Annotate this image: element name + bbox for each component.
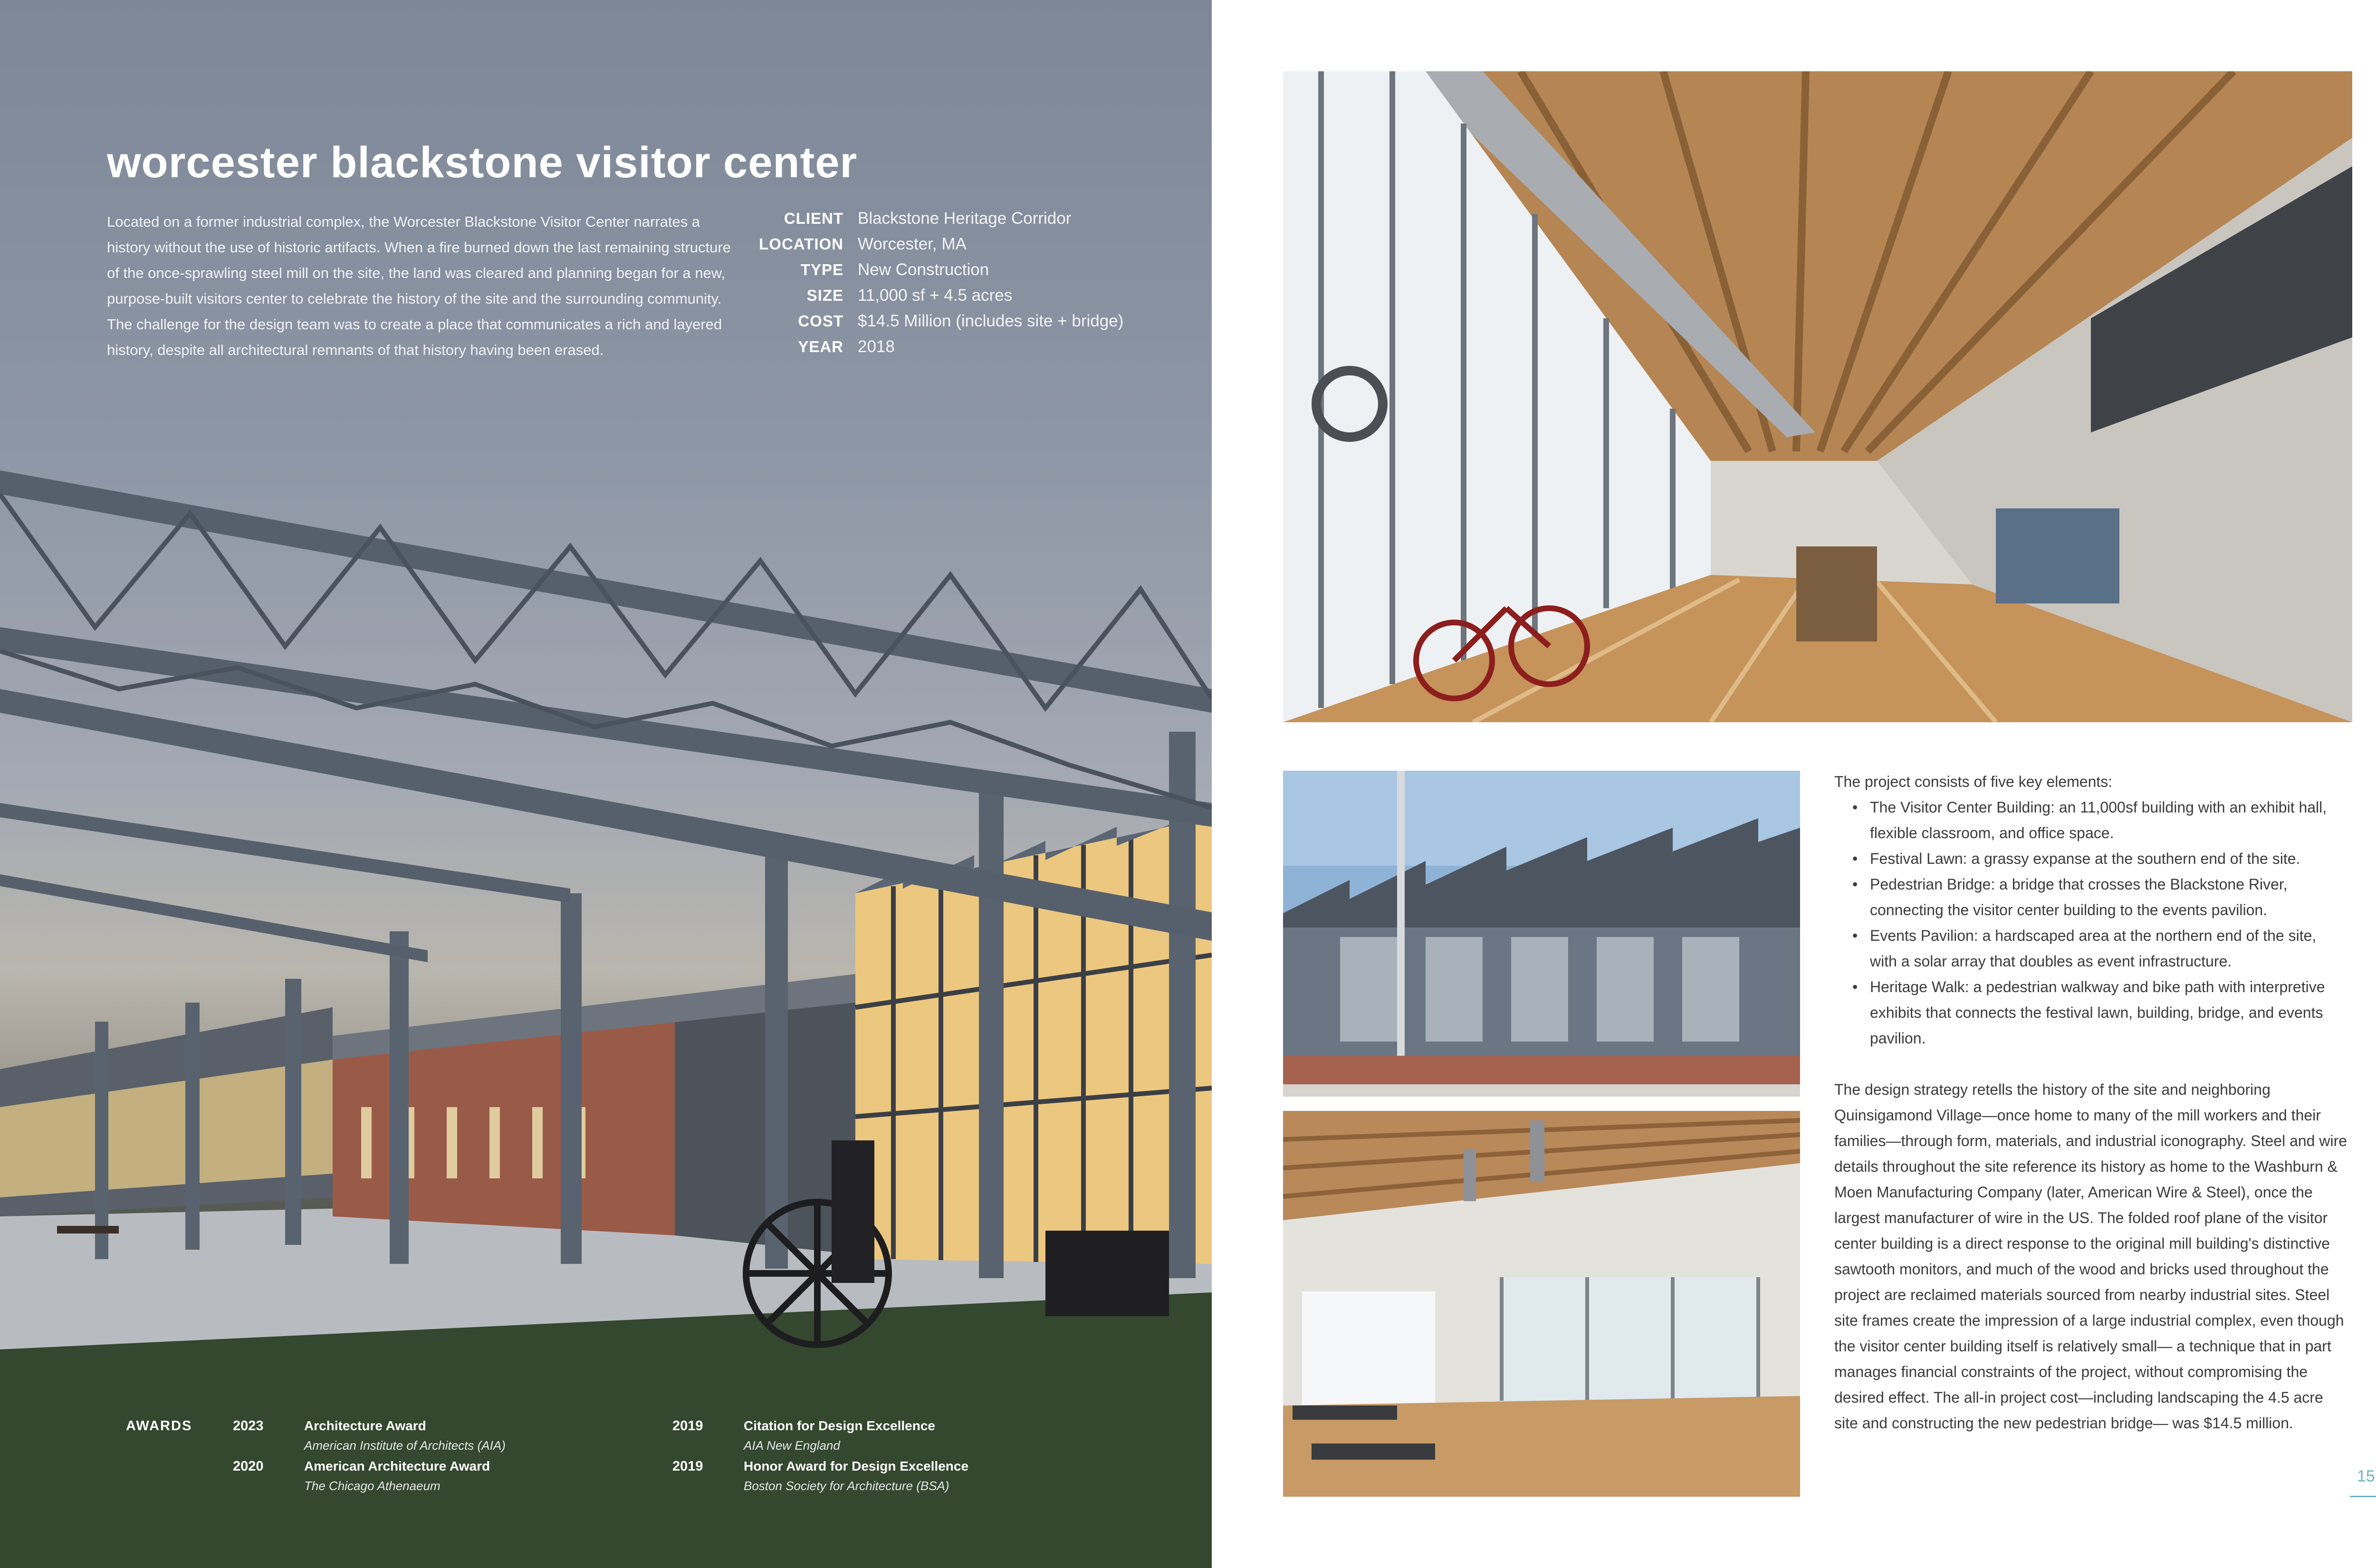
- award-year: 2019: [672, 1459, 703, 1474]
- list-item-text: Festival Lawn: a grassy expanse at the southern end of the site.: [1870, 850, 2300, 867]
- fact-value: Worcester, MA: [858, 235, 967, 253]
- fact-value: 2018: [858, 337, 895, 356]
- bullet-icon: •: [1852, 927, 1858, 944]
- fact-value: $14.5 Million (includes site + bridge): [858, 312, 1124, 330]
- award-org: AIA New England: [744, 1438, 840, 1453]
- list-item: [1834, 794, 2347, 846]
- award-name: Citation for Design Excellence: [744, 1418, 935, 1433]
- page-number: 15: [2357, 1467, 2375, 1485]
- fact-label: LOCATION: [759, 235, 843, 253]
- fact-row-cost: [741, 312, 1123, 337]
- award-year: 2019: [672, 1418, 703, 1434]
- bullet-icon: •: [1852, 850, 1858, 867]
- fact-value: Blackstone Heritage Corridor: [858, 209, 1072, 228]
- fact-row-year: [741, 337, 1123, 363]
- interior-hall-photo: [1283, 71, 2352, 722]
- bullet-icon: •: [1852, 978, 1858, 995]
- award-name: Honor Award for Design Excellence: [744, 1459, 969, 1473]
- fact-label: COST: [798, 312, 843, 330]
- award-org: The Chicago Athenaeum: [304, 1479, 441, 1493]
- bullet-icon: •: [1852, 876, 1858, 893]
- list-item-text: Events Pavilion: a hardscaped area at the northern end of the site, with a solar array that doubles as event infrastructure.: [1870, 927, 2317, 970]
- fact-label: YEAR: [798, 338, 843, 355]
- fact-label: TYPE: [800, 261, 843, 278]
- list-item: [1834, 871, 2347, 923]
- fact-value: 11,000 sf + 4.5 acres: [858, 286, 1013, 305]
- award-name: American Architecture Award: [304, 1459, 490, 1473]
- award-year: 2020: [233, 1459, 264, 1474]
- award-org: Boston Society for Architecture (BSA): [744, 1479, 949, 1493]
- fact-row-type: [741, 260, 1123, 286]
- fact-value: New Construction: [858, 260, 989, 279]
- fact-row-location: [741, 235, 1123, 260]
- list-item-text: Pedestrian Bridge: a bridge that crosses the Blackstone River, connecting the visitor center building to the events pavilion.: [1870, 876, 2288, 918]
- list-item-text: The Visitor Center Building: an 11,000sf building with an exhibit hall, flexible classroom, and office space.: [1870, 799, 2327, 841]
- bullet-icon: •: [1852, 799, 1858, 816]
- list-item-text: Heritage Walk: a pedestrian walkway and bike path with interpretive exhibits that connects the festival lawn, building, bridge, and events pavilion.: [1870, 978, 2325, 1047]
- list-item: [1834, 846, 2347, 871]
- exhibit-hall-photo: [1283, 1111, 1800, 1497]
- page-title: worcester blackstone visitor center: [107, 138, 858, 187]
- design-strategy-paragraph: The design strategy retells the history of the site and neighboring Quinsigamond Village—once home to many of the mill workers and their families—through form, materials, and industrial iconography. Steel and wire details throughout the site reference its history as home to the Washburn & Moen Manufacturing Company (later, American Wire & Steel), once the largest manufacturer of wire in the US. The folded roof plane of the visitor center building is a direct response to the original mill building's distinctive sawtooth monitors, and much of the wood and bricks used throughout the project are reclaimed materials sourced from nearby industrial sites. Steel site frames create the impression of a large industrial complex, even though the visitor center building itself is relatively small— a technique that in part manages financial constraints of the project, without compromising the desired effect. The all-in project cost—including landscaping the 4.5 acre site and constructing the new pedestrian bridge— was $14.5 million.: [1834, 1081, 2347, 1432]
- fact-row-client: [741, 209, 1123, 235]
- list-item: [1834, 974, 2347, 1051]
- fact-row-size: [741, 286, 1123, 312]
- award-name: Architecture Award: [304, 1418, 426, 1433]
- awards-heading: AWARDS: [126, 1418, 192, 1434]
- fact-label: CLIENT: [784, 210, 843, 227]
- award-year: 2023: [233, 1418, 264, 1434]
- intro-paragraph: Located on a former industrial complex, the Worcester Blackstone Visitor Center narrates a history without the use of historic artifacts. When a fire burned down the last remaining structure of the once-sprawling steel mill on the site, the land was cleared and planning began for a new, purpose-built visitors center to celebrate the history of the site and the surrounding community. The challenge for the design team was to create a place that communicates a rich and layered history, despite all architectural remnants of that history having been erased.: [107, 213, 731, 358]
- sawtooth-exterior-photo: [1283, 771, 1800, 1097]
- elements-lead: The project consists of five key elements:: [1834, 773, 2113, 790]
- award-org: American Institute of Architects (AIA): [304, 1438, 506, 1453]
- text-page: [1212, 0, 2376, 1568]
- project-description: [1834, 769, 2347, 1436]
- key-elements-list: [1834, 794, 2347, 1051]
- project-facts: [741, 209, 1123, 363]
- page-number-rule: [2350, 1496, 2376, 1497]
- list-item: [1834, 923, 2347, 974]
- fact-label: SIZE: [806, 287, 843, 304]
